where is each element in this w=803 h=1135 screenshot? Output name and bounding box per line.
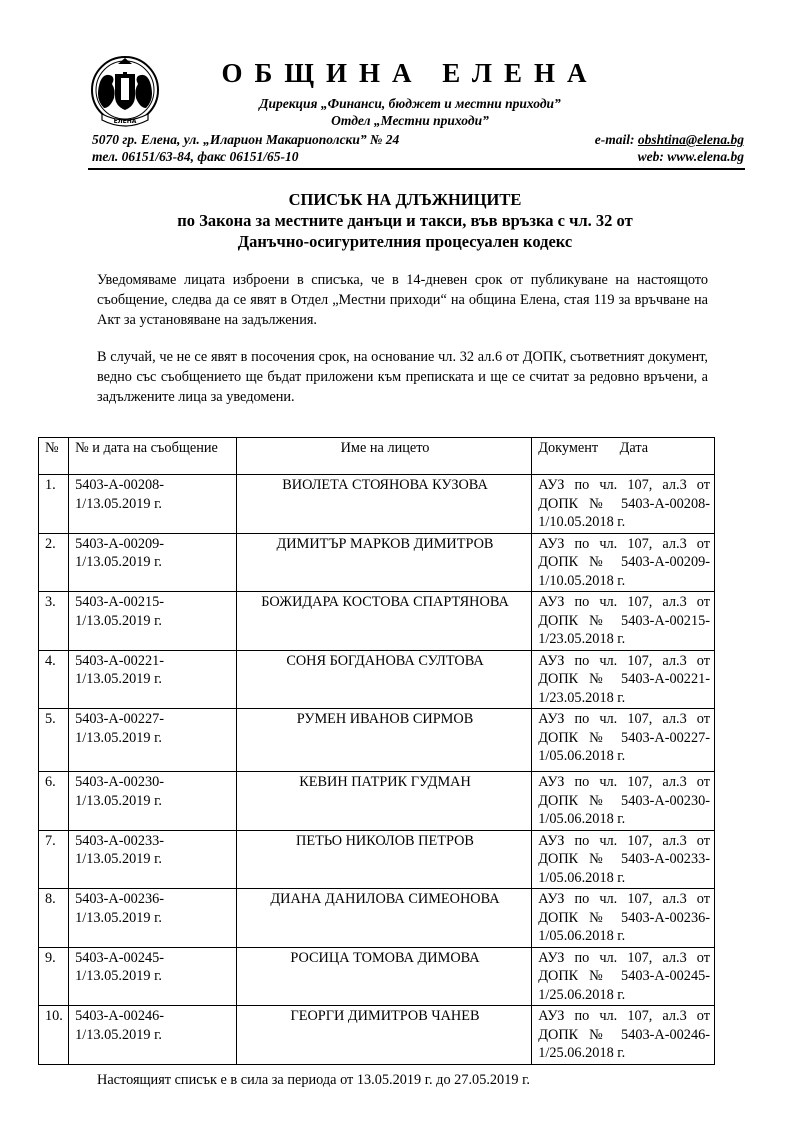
row-person-name: ДИАНА ДАНИЛОВА СИМЕОНОВА bbox=[236, 889, 532, 948]
header-message: № и дата на съобщение bbox=[69, 438, 237, 475]
notice-paragraph-2: В случай, че не се явят в посочения срок, на основание чл. 32 ал.6 от ДОПК, съответният документ, ведно със съобщението ще бъдат приложени към преписката и ще се считат за редовно връчени, а задължените лица за уведомени. bbox=[97, 349, 708, 405]
validity-period-note: Настоящият списък е в сила за периода от 13.05.2019 г. до 27.05.2019 г. bbox=[97, 1072, 530, 1088]
row-number: 8. bbox=[39, 889, 69, 948]
row-document: АУЗ по чл. 107, ал.3 от ДОПК № 5403-А-00221-1/23.05.2018 г. bbox=[532, 650, 715, 709]
row-message: 5403-А-00209-1/13.05.2019 г. bbox=[69, 533, 237, 592]
row-message: 5403-А-00236-1/13.05.2019 г. bbox=[69, 889, 237, 948]
svg-text:ЕЛЕНА: ЕЛЕНА bbox=[113, 118, 137, 125]
row-person-name: РОСИЦА ТОМОВА ДИМОВА bbox=[236, 947, 532, 1006]
header-number: № bbox=[39, 438, 69, 475]
website-line[interactable]: web: www.elena.bg bbox=[637, 149, 744, 164]
notice-paragraph-1: Уведомяваме лицата изброени в списъка, че в 14-дневен срок от публикуване на настоящото съобщение, следва да се явят в Отдел „Местни приходи“ на община Елена, стая 119 за връчване на Акт за установяване на задължения. bbox=[97, 272, 708, 328]
row-message: 5403-А-00233-1/13.05.2019 г. bbox=[69, 830, 237, 889]
header-name: Име на лицето bbox=[236, 438, 532, 475]
row-person-name: ВИОЛЕТА СТОЯНОВА КУЗОВА bbox=[236, 475, 532, 534]
row-message: 5403-А-00215-1/13.05.2019 г. bbox=[69, 592, 237, 651]
table-row bbox=[39, 772, 715, 831]
row-number: 10. bbox=[39, 1006, 69, 1065]
row-person-name: ПЕТЬО НИКОЛОВ ПЕТРОВ bbox=[236, 830, 532, 889]
row-document: АУЗ по чл. 107, ал.3 от ДОПК № 5403-А-00215-1/23.05.2018 г. bbox=[532, 592, 715, 651]
email-label: e-mail: bbox=[594, 132, 638, 147]
row-person-name: РУМЕН ИВАНОВ СИРМОВ bbox=[236, 709, 532, 772]
row-message: 5403-А-00227-1/13.05.2019 г. bbox=[69, 709, 237, 772]
row-message: 5403-А-00221-1/13.05.2019 г. bbox=[69, 650, 237, 709]
row-message: 5403-А-00230-1/13.05.2019 г. bbox=[69, 772, 237, 831]
table-row bbox=[39, 475, 715, 534]
municipality-name: ОБЩИНА ЕЛЕНА bbox=[221, 58, 599, 88]
row-person-name: БОЖИДАРА КОСТОВА СПАРТЯНОВА bbox=[236, 592, 532, 651]
row-document: АУЗ по чл. 107, ал.3 от ДОПК № 5403-А-00209-1/10.05.2018 г. bbox=[532, 533, 715, 592]
row-document: АУЗ по чл. 107, ал.3 от ДОПК № 5403-А-00230-1/05.06.2018 г. bbox=[532, 772, 715, 831]
department-name: Отдел „Местни приходи” bbox=[331, 113, 489, 128]
table-row bbox=[39, 650, 715, 709]
table-row bbox=[39, 592, 715, 651]
table-row bbox=[39, 889, 715, 948]
table-row bbox=[39, 1006, 715, 1065]
row-person-name: КЕВИН ПАТРИК ГУДМАН bbox=[236, 772, 532, 831]
row-document: АУЗ по чл. 107, ал.3 от ДОПК № 5403-А-00236-1/05.06.2018 г. bbox=[532, 889, 715, 948]
directorate-name: Дирекция „Финанси, бюджет и местни приходи” bbox=[259, 96, 561, 111]
header-document: Документ Дата bbox=[532, 438, 715, 475]
notice-subtitle-line1: по Закона за местните данъци и такси, във връзка с чл. 32 от bbox=[177, 211, 633, 230]
row-person-name: ГЕОРГИ ДИМИТРОВ ЧАНЕВ bbox=[236, 1006, 532, 1065]
row-message: 5403-А-00245-1/13.05.2019 г. bbox=[69, 947, 237, 1006]
row-number: 3. bbox=[39, 592, 69, 651]
municipality-coat-of-arms-logo bbox=[90, 52, 160, 138]
row-person-name: СОНЯ БОГДАНОВА СУЛТОВА bbox=[236, 650, 532, 709]
notice-subtitle-line2: Данъчно-осигурителния процесуален кодекс bbox=[237, 232, 573, 251]
row-message: 5403-А-00208-1/13.05.2019 г. bbox=[69, 475, 237, 534]
table-row bbox=[39, 709, 715, 772]
phone-fax: тел. 06151/63-84, факс 06151/65-10 bbox=[92, 149, 299, 164]
row-message: 5403-А-00246-1/13.05.2019 г. bbox=[69, 1006, 237, 1065]
row-number: 7. bbox=[39, 830, 69, 889]
row-document: АУЗ по чл. 107, ал.3 от ДОПК № 5403-А-00208-1/10.05.2018 г. bbox=[532, 475, 715, 534]
table-row bbox=[39, 533, 715, 592]
row-document: АУЗ по чл. 107, ал.3 от ДОПК № 5403-А-00245-1/25.06.2018 г. bbox=[532, 947, 715, 1006]
row-document: АУЗ по чл. 107, ал.3 от ДОПК № 5403-А-00227-1/05.06.2018 г. bbox=[532, 709, 715, 772]
row-number: 2. bbox=[39, 533, 69, 592]
postal-address: 5070 гр. Елена, ул. „Иларион Макариополски” № 24 bbox=[92, 132, 400, 147]
table-header-row bbox=[39, 438, 715, 475]
header-divider bbox=[88, 168, 745, 170]
row-person-name: ДИМИТЪР МАРКОВ ДИМИТРОВ bbox=[236, 533, 532, 592]
row-number: 4. bbox=[39, 650, 69, 709]
row-document: АУЗ по чл. 107, ал.3 от ДОПК № 5403-А-00246-1/25.06.2018 г. bbox=[532, 1006, 715, 1065]
row-document: АУЗ по чл. 107, ал.3 от ДОПК № 5403-А-00233-1/05.06.2018 г. bbox=[532, 830, 715, 889]
row-number: 1. bbox=[39, 475, 69, 534]
row-number: 5. bbox=[39, 709, 69, 772]
table-row bbox=[39, 947, 715, 1006]
notice-title: СПИСЪК НА ДЛЪЖНИЦИТЕ bbox=[288, 190, 522, 209]
row-number: 6. bbox=[39, 772, 69, 831]
table-row bbox=[39, 830, 715, 889]
email-link[interactable]: obshtina@elena.bg bbox=[637, 132, 744, 147]
email-line bbox=[595, 132, 744, 148]
row-number: 9. bbox=[39, 947, 69, 1006]
debtors-table bbox=[38, 437, 715, 1065]
